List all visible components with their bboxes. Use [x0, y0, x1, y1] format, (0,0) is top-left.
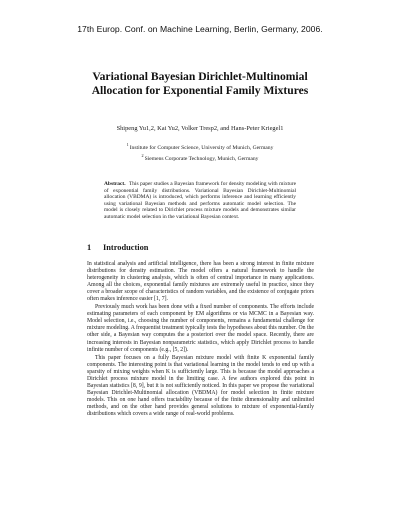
affiliation-text: Siemens Corporate Technology, Munich, Germany — [144, 156, 259, 163]
affiliation-marker: 2 — [141, 153, 144, 159]
abstract-label: Abstract. — [104, 181, 126, 187]
affiliations — [60, 141, 340, 164]
affiliation-text: Institute for Computer Science, University of Munich, Germany — [129, 145, 274, 151]
affiliation-marker: 1 — [126, 142, 129, 147]
body-paragraph-3: This paper focuses on a fully Bayesian mixture model with finite K exponential family components. The interesting point is that variational learning in the model tends to end up with a sparsity of mixing weights when K is sufficiently large. This is because the model approaches a Dirichlet process mixture model in the limiting case. A few authors explored this point in Bayesian statistics [8, 9], but it is not sufficiently noticed. In this paper we propose the variational Bayesian Dirichlet-Multinomial allocation (VBDMA) for model selection in finite mixture models. This on one hand offers tractability because of the finite dimensionality and unlimited methods, and on the other hand provides general solutions to mixture of exponential-family distributions which covers a wide range of real-world problems. — [87, 354, 314, 417]
abstract — [104, 181, 296, 220]
section-heading — [87, 243, 148, 252]
abstract-text: This paper studies a Bayesian framework for density modeling with mixture of exponential family distributions. Variational Bayesian Dirichlet-Multinomial allocation (VBDMA) is introduced, which performs inference and learning efficiently using variational Bayesian methods and performs automatic model selection. The model is closely related to Dirichlet process mixture models and demonstrates similar automatic model selection in the variational Bayesian context. — [104, 181, 296, 220]
affiliation-1 — [60, 141, 340, 152]
author-list — [40, 125, 360, 133]
venue-header: 17th Europ. Conf. on Machine Learning, Berlin, Germany, 2006. — [77, 24, 323, 34]
body-paragraph-1: In statistical analysis and artificial intelligence, there has been a strong interest in finite mixture distributions for density estimation. The model offers a natural framework to handle the heterogeneity in clustering analysis, which is often of central importance in many applications. Among all the choices, exponential family mixtures are extremely useful in practice, since they cover a broader scope of characteristics of random variables, and the existence of conjugate priors often makes inference easier [1, 7]. — [87, 261, 314, 303]
section-number: 1 — [87, 243, 92, 252]
section-title: Introduction — [103, 243, 149, 252]
paper-title: Variational Bayesian Dirichlet-Multinomial Allocation for Exponential Family Mixtures — [91, 70, 309, 97]
section-body — [87, 261, 314, 419]
body-paragraph-2: Previously much work has been done with a fixed number of components. The efforts include estimating parameters of each component by EM algorithms or via MCMC in a Bayesian way. Model selection, i.e., choosing the number of components, remains a fundamental challenge for mixture modeling. A frequentist treatment typically tests the hypotheses about this number. On the other side, a Bayesian way computes the a posteriori over the model space. Recently, there are increasing interests in Bayesian nonparametric statistics, which apply Dirichlet process to handle infinite number of components (e.g., [5, 2]). — [87, 304, 314, 353]
author-names: Shipeng Yu1,2, Kai Yu2, Volker Tresp2, and Hans-Peter Kriegel1 — [116, 125, 284, 132]
affiliation-2 — [60, 152, 340, 163]
